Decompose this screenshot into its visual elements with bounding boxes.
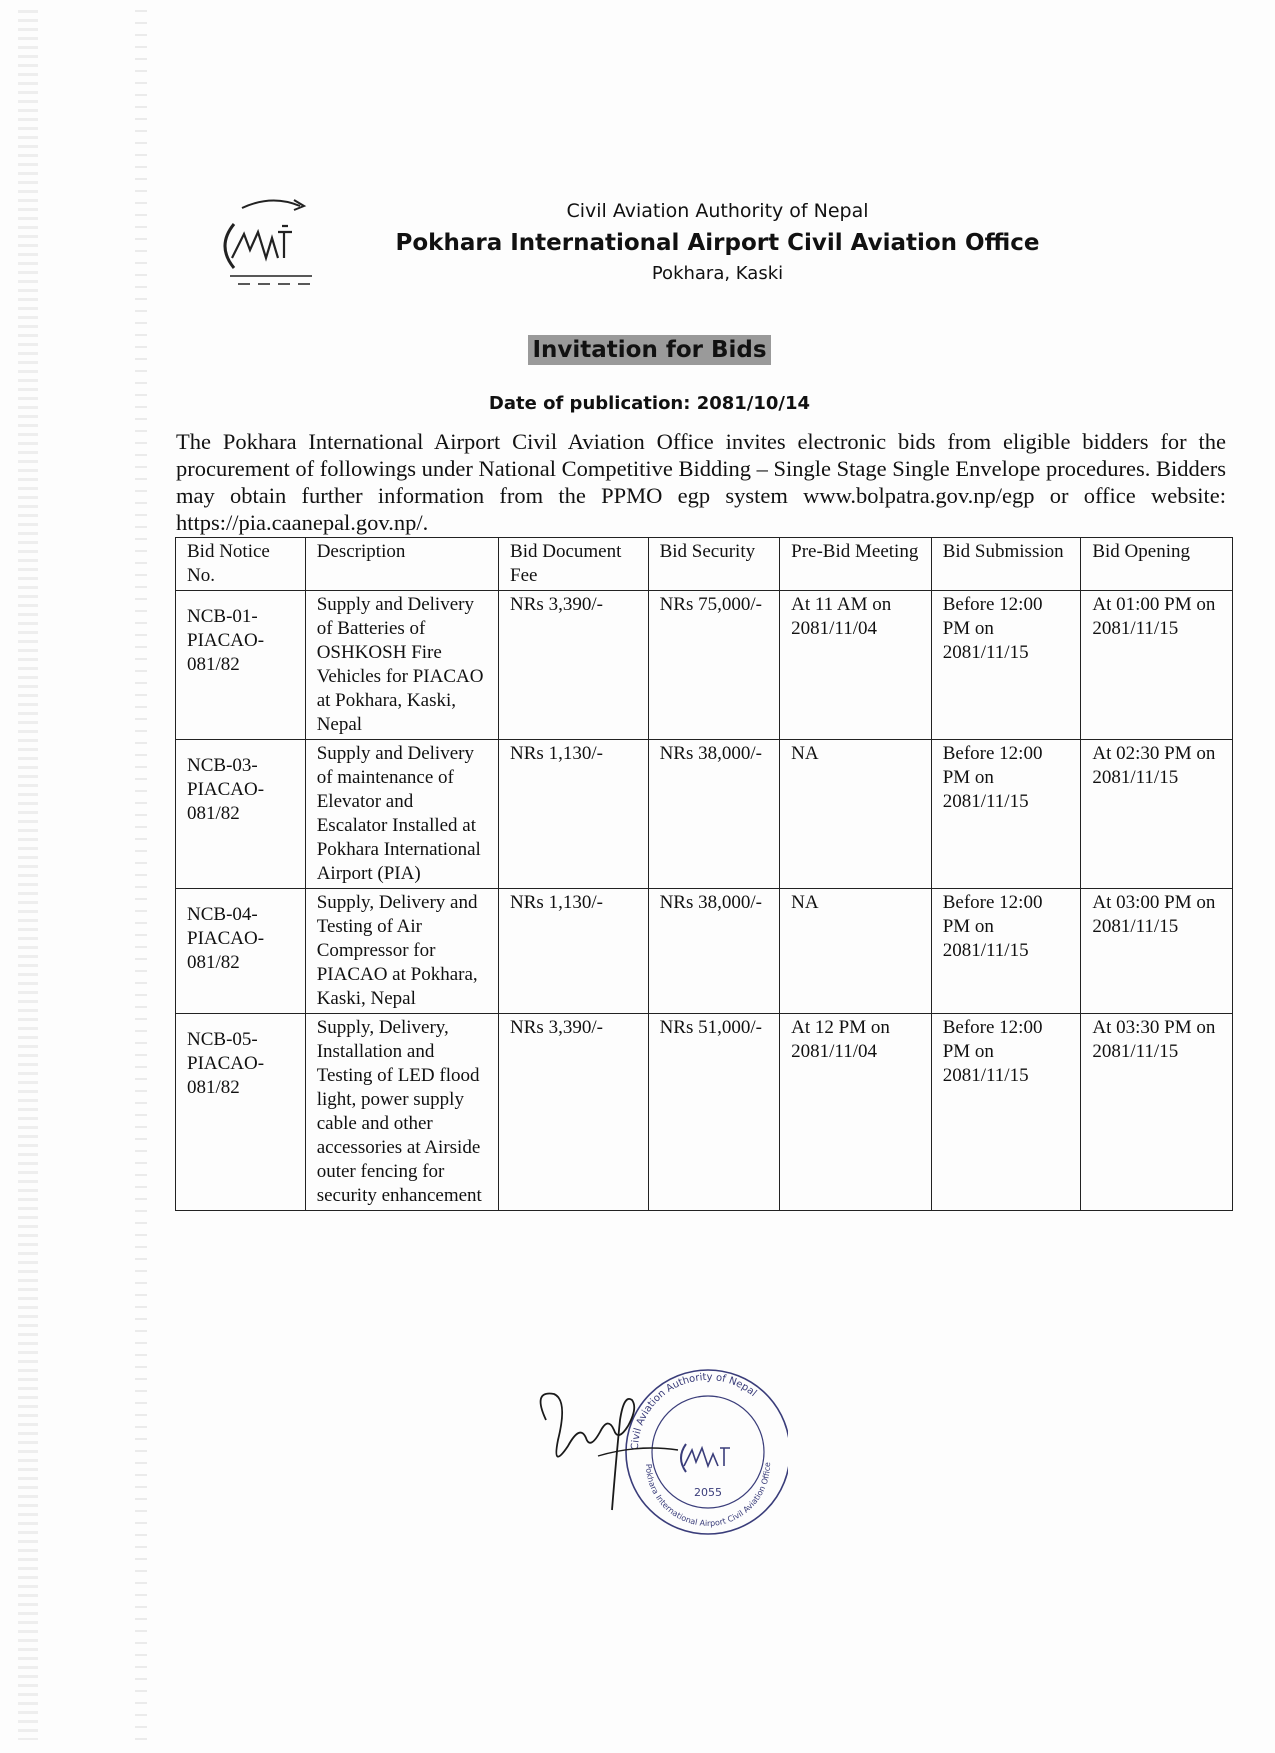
bid-security: NRs 38,000/-: [648, 740, 780, 889]
bid-opening: At 03:30 PM on 2081/11/15: [1081, 1014, 1233, 1211]
bid-submission: Before 12:00 PM on 2081/11/15: [931, 591, 1081, 740]
header-bid-submission: Bid Submission: [931, 538, 1081, 591]
pre-bid-meeting: At 12 PM on 2081/11/04: [780, 1014, 932, 1211]
publication-date: Date of publication: 2081/10/14: [488, 393, 811, 414]
bid-document-fee: NRs 3,390/-: [499, 1014, 649, 1211]
bid-description: Supply and Delivery of Batteries of OSHKOSH Fire Vehicles for PIACAO at Pokhara, Kaski, Nepal: [305, 591, 498, 740]
bid-document-fee: NRs 1,130/-: [499, 889, 649, 1014]
bid-description: Supply, Delivery, Installation and Testing of LED flood light, power supply cable and other accessories at Airside outer fencing for security enhancement: [305, 1014, 498, 1211]
office-location: Pokhara, Kaski: [651, 263, 784, 284]
bid-opening: At 03:00 PM on 2081/11/15: [1081, 889, 1233, 1014]
pre-bid-meeting: NA: [780, 740, 932, 889]
bid-submission: Before 12:00 PM on 2081/11/15: [931, 740, 1081, 889]
seal-outer-text: Civil Aviation Authority of Nepal: [629, 1371, 759, 1451]
table-row: [176, 740, 1233, 889]
bid-description: Supply and Delivery of maintenance of Elevator and Escalator Installed at Pokhara International Airport (PIA): [305, 740, 498, 889]
bid-opening: At 01:00 PM on 2081/11/15: [1081, 591, 1233, 740]
table-row: [176, 889, 1233, 1014]
header-description: Description: [305, 538, 498, 591]
seal-year: 2055: [694, 1486, 722, 1499]
signature-and-seal: [528, 1360, 788, 1540]
table-row: [176, 1014, 1233, 1211]
office-seal-icon: [626, 1370, 788, 1534]
bid-notice-no: NCB-05-PIACAO-081/82: [176, 1014, 306, 1211]
office-name: Pokhara International Airport Civil Aviation Office: [395, 230, 1040, 256]
scan-artifact: [18, 10, 38, 1740]
bid-security: NRs 38,000/-: [648, 889, 780, 1014]
bid-notice-no: NCB-01-PIACAO-081/82: [176, 591, 306, 740]
header-bid-opening: Bid Opening: [1081, 538, 1233, 591]
table-header-row: [176, 538, 1233, 591]
intro-paragraph: The Pokhara International Airport Civil Aviation Office invites electronic bids from eligible bidders for the procurement of followings under National Competitive Bidding – Single Stage Single Envelope procedures. Bidders may obtain further information from the PPMO egp system www.bolpatra.gov.np/egp or office website: https://pia.caanepal.gov.np/.: [176, 429, 1226, 535]
table-row: [176, 591, 1233, 740]
header-pre-bid-meeting: Pre-Bid Meeting: [780, 538, 932, 591]
seal-inner-text: Pokhara International Airport Civil Aviation Office: [643, 1462, 773, 1528]
bid-security: NRs 75,000/-: [648, 591, 780, 740]
bid-submission: Before 12:00 PM on 2081/11/15: [931, 889, 1081, 1014]
bid-security: NRs 51,000/-: [648, 1014, 780, 1211]
header-bid-security: Bid Security: [648, 538, 780, 591]
bid-notice-no: NCB-04-PIACAO-081/82: [176, 889, 306, 1014]
bid-notice-no: NCB-03-PIACAO-081/82: [176, 740, 306, 889]
bid-opening: At 02:30 PM on 2081/11/15: [1081, 740, 1233, 889]
authority-name: Civil Aviation Authority of Nepal: [566, 200, 869, 222]
header-bid-document-fee: Bid Document Fee: [499, 538, 649, 591]
pre-bid-meeting: At 11 AM on 2081/11/04: [780, 591, 932, 740]
bid-document-fee: NRs 1,130/-: [499, 740, 649, 889]
bid-document-fee: NRs 3,390/-: [499, 591, 649, 740]
bid-description: Supply, Delivery and Testing of Air Compressor for PIACAO at Pokhara, Kaski, Nepal: [305, 889, 498, 1014]
notice-title: Invitation for Bids: [528, 335, 770, 365]
pre-bid-meeting: NA: [780, 889, 932, 1014]
bids-table: [175, 537, 1233, 1211]
header-bid-notice-no: Bid Notice No.: [176, 538, 306, 591]
bid-submission: Before 12:00 PM on 2081/11/15: [931, 1014, 1081, 1211]
